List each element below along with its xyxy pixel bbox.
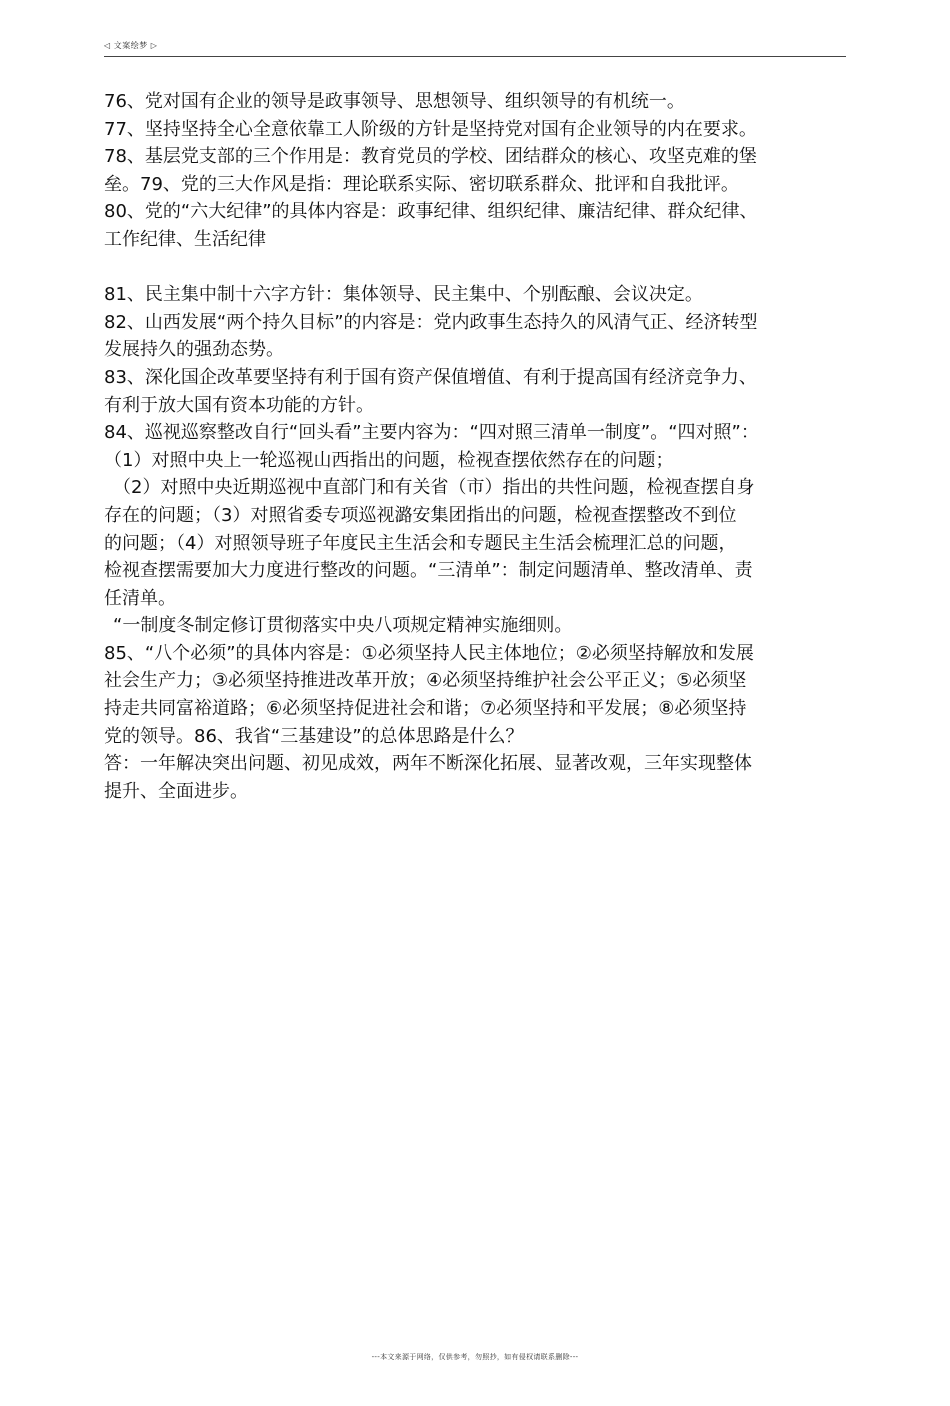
text-line: 检视查摆需要加大力度进行整改的问题。“三清单”：制定问题清单、整改清单、责 xyxy=(104,560,753,582)
text-line: “一制度冬制定修订贯彻落实中央八项规定精神实施细则。 xyxy=(113,615,573,637)
text-line: 任清单。 xyxy=(104,587,176,609)
page-footer: ---本文来源于网络，仅供参考，勿照抄，如有侵权请联系删除--- xyxy=(371,1353,579,1361)
text-line: 80、党的“六大纪律”的具体内容是：政事纪律、组织纪律、廉洁纪律、群众纪律、 xyxy=(104,201,758,223)
text-line: 垒。79、党的三大作风是指：理论联系实际、密切联系群众、批评和自我批评。 xyxy=(104,173,739,195)
text-line: 有利于放大国有资本功能的方针。 xyxy=(104,394,374,416)
text-line: 77、坚持坚持全心全意依靠工人阶级的方针是坚持党对国有企业领导的内在要求。 xyxy=(104,118,757,140)
text-line: 提升、全面进步。 xyxy=(104,780,248,802)
text-line: （2）对照中央近期巡视中直部门和有关省（市）指出的共性问题，检视查摆自身 xyxy=(113,477,755,499)
text-line: 76、党对国有企业的领导是政事领导、思想领导、组织领导的有机统一。 xyxy=(104,91,685,112)
header-text: ◁ 文案绘梦 ▷ xyxy=(104,41,158,50)
text-line: 持走共同富裕道路；⑥必须坚持促进社会和谐；⑦必须坚持和平发展；⑧必须坚持 xyxy=(104,698,747,720)
text-line: 84、巡视巡察整改自行“回头看”主要内容为：“四对照三清单一制度”。“四对照”： xyxy=(104,422,759,444)
text-line: 工作纪律、生活纪律 xyxy=(104,228,266,250)
blank-line xyxy=(104,254,844,282)
text-line: 答：一年解决突出问题、初见成效，两年不断深化拓展、显著改观，三年实现整体 xyxy=(104,753,752,775)
text-line: 81、民主集中制十六字方针：集体领导、民主集中、个别酝酿、会议决定。 xyxy=(104,284,703,306)
document-body xyxy=(104,88,844,805)
text-line: 的问题；（4）对照领导班子年度民主生活会和专题民主生活会梳理汇总的问题， xyxy=(104,532,737,554)
text-line: 发展持久的强劲态势。 xyxy=(104,339,284,361)
text-line: 存在的问题；（3）对照省委专项巡视潞安集团指出的问题，检视查摆整改不到位 xyxy=(104,504,737,526)
text-line: 85、“八个必须”的具体内容是：①必须坚持人民主体地位；②必须坚持解放和发展 xyxy=(104,642,754,664)
text-line: 82、山西发展“两个持久目标”的内容是：党内政事生态持久的风清气正、经济转型 xyxy=(104,311,758,333)
text-line: 社会生产力；③必须坚持推进改革开放；④必须坚持维护社会公平正义；⑤必须坚 xyxy=(104,670,747,692)
text-line: 78、基层党支部的三个作用是：教育党员的学校、团结群众的核心、攻坚克难的堡 xyxy=(104,146,757,168)
text-line: 83、深化国企改革要坚持有利于国有资产保值增值、有利于提高国有经济竞争力、 xyxy=(104,366,757,388)
text-line: 党的领导。86、我省“三基建设”的总体思路是什么？ xyxy=(104,725,524,747)
text-line: （1）对照中央上一轮巡视山西指出的问题，检视查摆依然存在的问题； xyxy=(104,449,674,471)
page-header xyxy=(104,36,846,57)
